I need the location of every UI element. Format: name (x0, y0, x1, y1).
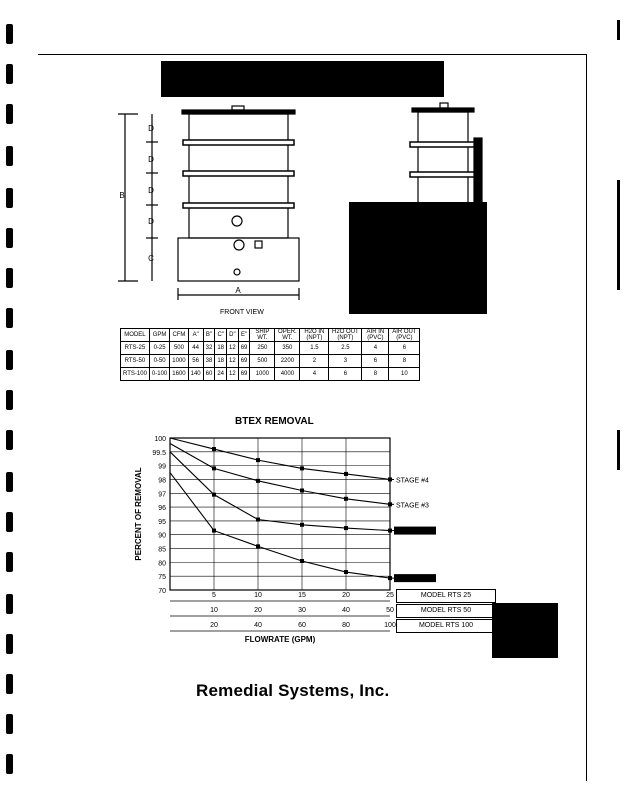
col-header: GPM (149, 329, 169, 342)
x-tick-label: 10 (254, 592, 262, 599)
table-cell: 6 (362, 355, 389, 368)
x-tick-label: 20 (254, 607, 262, 614)
x-tick-label: 40 (254, 622, 262, 629)
table-cell: 10 (389, 368, 420, 381)
data-point (212, 466, 216, 470)
table-cell: 12 (227, 342, 239, 355)
dim-label: D (148, 124, 154, 133)
y-tick-label: 70 (158, 588, 166, 595)
dim-label: B (119, 191, 125, 200)
company-name: Remedial Systems, Inc. (196, 681, 390, 700)
x-tick-label: 80 (342, 622, 350, 629)
y-tick-label: 95 (158, 518, 166, 526)
chart-title: BTEX REMOVAL (235, 416, 314, 427)
x-tick-label: 25 (386, 592, 394, 599)
dim-label: D (148, 186, 154, 195)
data-point (344, 472, 348, 476)
col-header: MODEL (121, 329, 150, 342)
table-cell: 18 (215, 355, 227, 368)
table-cell: 250 (250, 342, 275, 355)
table-cell: 38 (203, 355, 215, 368)
data-point (256, 479, 260, 483)
legend-row-rts100: MODEL RTS 100 (396, 619, 496, 633)
series-label-redacted (394, 527, 436, 535)
table-cell: RTS-100 (121, 368, 150, 381)
dim-label: C (148, 254, 154, 263)
series-label-redacted (394, 574, 436, 582)
y-tick-label: 96 (158, 505, 166, 513)
series-line (170, 438, 390, 479)
table-cell: RTS-50 (121, 355, 150, 368)
x-axis-label: FLOWRATE (GPM) (244, 635, 316, 644)
x-tick-label: 60 (298, 622, 306, 629)
y-tick-label: 80 (158, 560, 166, 568)
table-cell: 56 (188, 355, 203, 368)
x-tick-label: 20 (342, 592, 350, 599)
table-cell: RTS-25 (121, 342, 150, 355)
series-label: STAGE #4 (396, 477, 429, 485)
y-tick-label: 99 (158, 463, 166, 471)
y-tick-label: 99.5 (152, 449, 166, 457)
table-cell: 1000 (250, 368, 275, 381)
table-cell: 2200 (275, 355, 300, 368)
x-tick-label: 40 (342, 607, 350, 614)
table-cell: 1000 (170, 355, 188, 368)
data-point (300, 489, 304, 493)
table-cell: 12 (227, 355, 239, 368)
col-header: D" (227, 329, 239, 342)
table-cell: 500 (250, 355, 275, 368)
data-point (212, 529, 216, 533)
table-cell: 69 (238, 342, 250, 355)
col-header: E" (238, 329, 250, 342)
data-point (256, 518, 260, 522)
front-view-caption: FRONT VIEW (220, 309, 264, 316)
table-cell: 24 (215, 368, 227, 381)
col-header: A" (188, 329, 203, 342)
series-line (170, 452, 390, 531)
dim-label: D (148, 217, 154, 226)
table-cell: 1600 (170, 368, 188, 381)
series-label: STAGE #3 (396, 502, 429, 510)
table-cell: 12 (227, 368, 239, 381)
data-point (212, 447, 216, 451)
table-cell: 69 (238, 368, 250, 381)
data-point (344, 570, 348, 574)
x-tick-label: 15 (298, 592, 306, 599)
table-cell: 6 (389, 342, 420, 355)
table-cell: 0-50 (149, 355, 169, 368)
col-header: AIR IN (PVC) (362, 329, 389, 342)
table-cell: 350 (275, 342, 300, 355)
x-tick-label: 50 (386, 607, 394, 614)
table-cell: 2 (300, 355, 329, 368)
col-header: CFM (170, 329, 188, 342)
data-point (212, 493, 216, 497)
data-point (300, 523, 304, 527)
table-cell: 6 (329, 368, 362, 381)
table-cell: 140 (188, 368, 203, 381)
col-header: C" (215, 329, 227, 342)
dim-label: A (235, 286, 241, 295)
x-tick-label: 100 (384, 622, 396, 629)
table-cell: 44 (188, 342, 203, 355)
col-header: B" (203, 329, 215, 342)
table-cell: 60 (203, 368, 215, 381)
table-cell: 32 (203, 342, 215, 355)
col-header: H2O OUT (NPT) (329, 329, 362, 342)
data-point (256, 544, 260, 548)
table-cell: 2.5 (329, 342, 362, 355)
legend-row-rts50: MODEL RTS 50 (396, 604, 496, 618)
table-cell: 500 (170, 342, 188, 355)
table-cell: 1.5 (300, 342, 329, 355)
table-cell: 0-25 (149, 342, 169, 355)
col-header: AIR OUT (PVC) (389, 329, 420, 342)
table-cell: 8 (362, 368, 389, 381)
table-cell: 0-100 (149, 368, 169, 381)
x-tick-label: 5 (212, 592, 216, 599)
table-cell: 4 (300, 368, 329, 381)
x-tick-label: 20 (210, 622, 218, 629)
table-cell: 3 (329, 355, 362, 368)
data-point (344, 497, 348, 501)
table-cell: 8 (389, 355, 420, 368)
data-point (300, 559, 304, 563)
table-cell: 4 (362, 342, 389, 355)
x-tick-label: 10 (210, 607, 218, 614)
data-point (344, 526, 348, 530)
data-point (256, 458, 260, 462)
col-header: SHIP WT. (250, 329, 275, 342)
y-tick-label: 100 (154, 436, 166, 443)
x-tick-label: 30 (298, 607, 306, 614)
y-axis-label: PERCENT OF REMOVAL (134, 467, 143, 561)
table-cell: 4000 (275, 368, 300, 381)
dim-label: D (148, 155, 154, 164)
plot-frame (170, 438, 390, 590)
col-header: OPER. WT. (275, 329, 300, 342)
y-tick-label: 75 (158, 574, 166, 582)
y-tick-label: 90 (158, 532, 166, 540)
data-point (300, 466, 304, 470)
table-cell: 69 (238, 355, 250, 368)
series-line (170, 444, 390, 505)
table-cell: 18 (215, 342, 227, 355)
legend-row-rts25: MODEL RTS 25 (396, 589, 496, 603)
y-tick-label: 97 (158, 491, 166, 499)
col-header: H2O IN (NPT) (300, 329, 329, 342)
y-tick-label: 85 (158, 546, 166, 554)
y-tick-label: 98 (158, 477, 166, 485)
